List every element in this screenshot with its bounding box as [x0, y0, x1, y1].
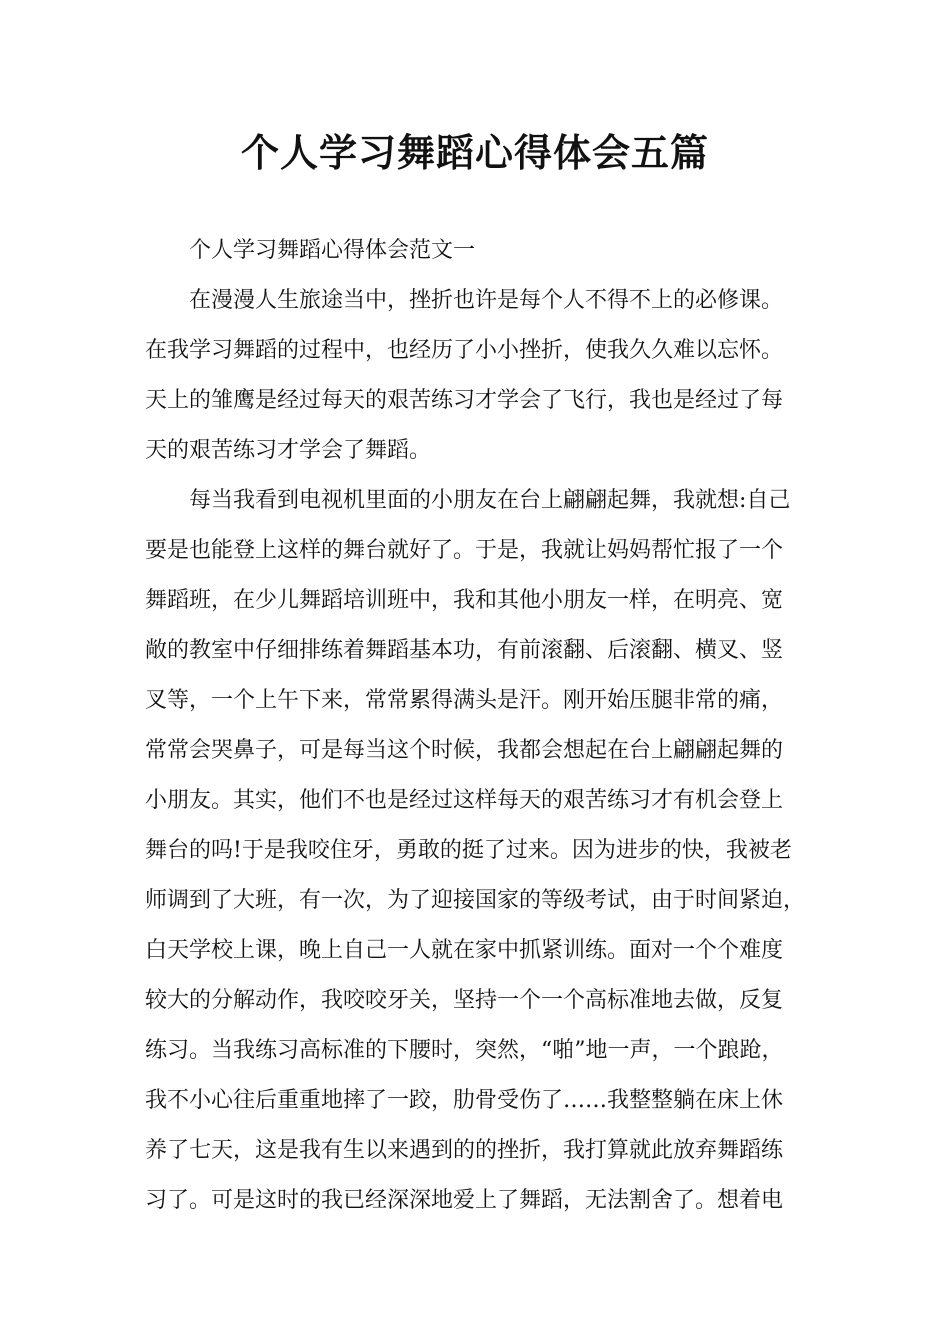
- document-body: [145, 226, 825, 1226]
- paragraph-line: 小朋友。其实，他们不也是经过这样每天的艰苦练习才有机会登上: [145, 788, 784, 813]
- paragraph-line: 叉等，一个上午下来，常常累得满头是汗。刚开始压腿非常的痛，: [145, 688, 784, 713]
- paragraph-line: 敞的教室中仔细排练着舞蹈基本功，有前滚翻、后滚翻、横叉、竖: [145, 638, 784, 663]
- section-heading: 个人学习舞蹈心得体会范文一: [189, 238, 476, 263]
- paragraph-line: 每当我看到电视机里面的小朋友在台上翩翩起舞，我就想:自己: [189, 488, 791, 513]
- paragraph-line: 天的艰苦练习才学会了舞蹈。: [145, 438, 432, 463]
- paragraph-line: 天上的雏鹰是经过每天的艰苦练习才学会了飞行，我也是经过了每: [145, 388, 784, 413]
- paragraph-line: 较大的分解动作，我咬咬牙关，坚持一个一个高标准地去做，反复: [145, 988, 784, 1013]
- paragraph-line: 习了。可是这时的我已经深深地爱上了舞蹈，无法割舍了。想着电: [145, 1188, 784, 1213]
- paragraph-line: 在我学习舞蹈的过程中，也经历了小小挫折，使我久久难以忘怀。: [145, 338, 784, 363]
- document-title: 个人学习舞蹈心得体会五篇: [240, 130, 709, 175]
- paragraph-line: 养了七天，这是我有生以来遇到的的挫折，我打算就此放弃舞蹈练: [145, 1138, 784, 1163]
- paragraph-line: 要是也能登上这样的舞台就好了。于是，我就让妈妈帮忙报了一个: [145, 538, 784, 563]
- paragraph-line: 常常会哭鼻子，可是每当这个时候，我都会想起在台上翩翩起舞的: [145, 738, 784, 763]
- paragraph-line: 舞蹈班，在少儿舞蹈培训班中，我和其他小朋友一样，在明亮、宽: [145, 588, 784, 613]
- paragraph-line: 练习。当我练习高标准的下腰时，突然，“啪”地一声，一个踉跄，: [145, 1038, 784, 1063]
- paragraph-line: 白天学校上课，晚上自己一人就在家中抓紧训练。面对一个个难度: [145, 938, 784, 963]
- paragraph-line: 舞台的吗!于是我咬住牙，勇敢的挺了过来。因为进步的快，我被老: [145, 838, 792, 863]
- paragraph-line: 师调到了大班，有一次，为了迎接国家的等级考试，由于时间紧迫，: [145, 888, 806, 913]
- paragraph-line: 在漫漫人生旅途当中，挫折也许是每个人不得不上的必修课。: [189, 288, 784, 313]
- paragraph-line: 我不小心往后重重地摔了一跤，肋骨受伤了……我整整躺在床上休: [145, 1088, 784, 1113]
